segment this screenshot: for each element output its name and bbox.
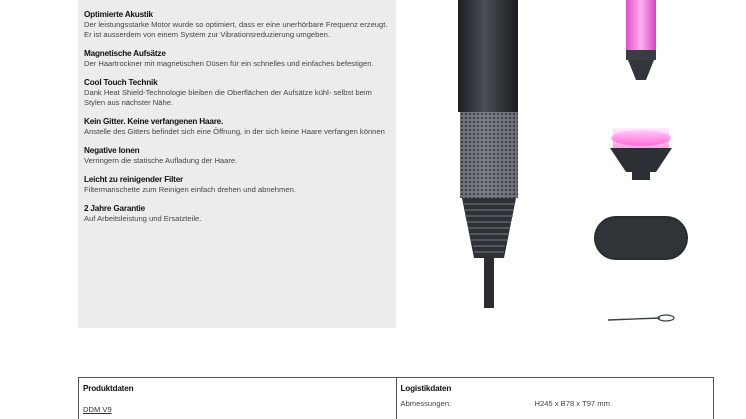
styling-concentrator-image xyxy=(626,0,656,80)
feature-title: Cool Touch Technik xyxy=(84,78,158,87)
feature-item xyxy=(84,175,390,195)
feature-text: Verringern die statische Aufladung der Haare. xyxy=(84,156,238,165)
feature-title: Magnetische Aufsätze xyxy=(84,49,166,58)
feature-text: Filtermanschette zum Reinigen einfach drehen und abnehmen. xyxy=(84,185,296,194)
feature-item xyxy=(84,78,390,108)
feature-text: Auf Arbeitsleistung und Ersatzteile. xyxy=(84,214,202,223)
feature-text: Der leistungsstarke Motor wurde so optimiert, dass er eine unerhörbare Frequenz erzeugt. Er ist ausserdem von einem System zur Vibrationsreduzierung umgeben. xyxy=(84,20,388,39)
feature-text: Dank Heat Shield-Technologie bleiben die Oberflächen der Aufsätze kühl- selbst beim Stylen aus nächster Nähe. xyxy=(84,88,372,107)
cleaning-tool-image xyxy=(608,315,674,321)
filter-cleaning-brush-image xyxy=(594,216,688,260)
product-data-column xyxy=(79,378,396,419)
feature-item xyxy=(84,117,390,137)
feature-title: 2 Jahre Garantie xyxy=(84,204,145,213)
data-table xyxy=(78,377,714,419)
feature-text: Anstelle des Gitters befindet sich eine Öffnung, in der sich keine Haare verfangen können xyxy=(84,127,385,136)
feature-item xyxy=(84,204,390,224)
feature-item xyxy=(84,146,390,166)
dimensions-label: Abmessungen: xyxy=(400,399,452,408)
feature-item xyxy=(84,10,390,40)
hair-dryer-image xyxy=(458,0,518,308)
feature-title: Kein Gitter. Keine verfangenen Haare. xyxy=(84,117,224,126)
dimensions-row xyxy=(401,399,710,408)
diffuser-image xyxy=(610,128,672,180)
feature-title: Optimierte Akustik xyxy=(84,10,153,19)
dimensions-value: H245 x B78 x T97 mm xyxy=(534,399,610,408)
product-illustration xyxy=(420,0,710,330)
feature-title: Negative Ionen xyxy=(84,146,140,155)
product-image-area xyxy=(420,0,710,330)
model-link[interactable]: DDM V9 xyxy=(83,405,112,414)
product-data-heading: Produktdaten xyxy=(83,384,134,393)
logistics-data-column xyxy=(396,378,714,419)
logistics-data-heading: Logistikdaten xyxy=(400,384,452,393)
feature-item xyxy=(84,49,390,69)
feature-text: Der Haartrockner mit magnetischen Düsen für ein schnelles und einfaches befestigen. xyxy=(84,59,374,68)
feature-title: Leicht zu reinigender Filter xyxy=(84,175,184,184)
feature-list-panel xyxy=(78,0,396,328)
